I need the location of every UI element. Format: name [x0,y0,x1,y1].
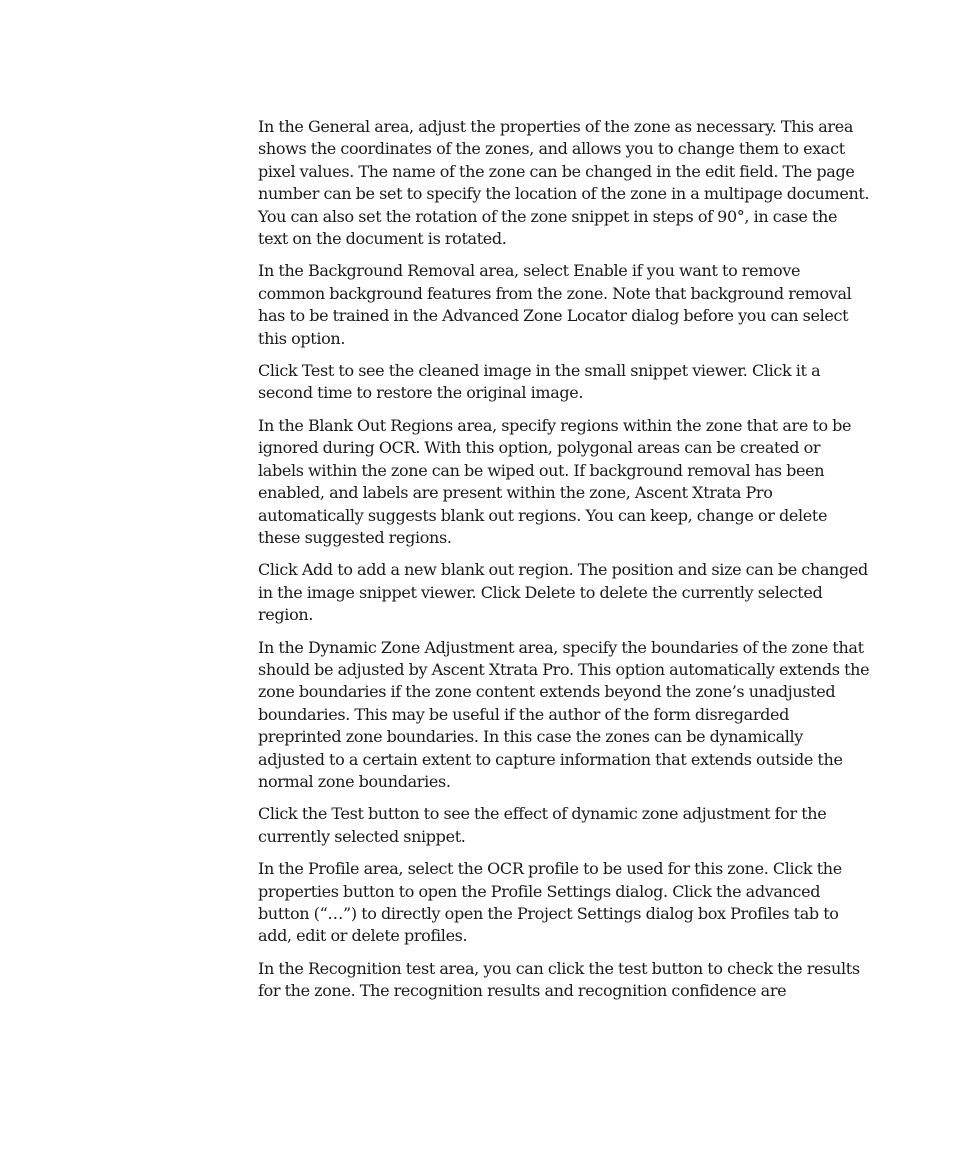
paragraph-click-test: Click Test to see the cleaned image in the small snippet viewer. Click it a second time to restore the original image. [258,361,821,403]
paragraph-general-area: In the General area, adjust the properties of the zone as necessary. This area shows the coordinates of the zones, and allows you to change them to exact pixel values. The name of the zone can be changed in the edit field. The page number can be set to specify the location of the zone in a multipage document. You can also set the rotation of the zone snippet in steps of 90°, in case the text on the document is rotated. [258,117,870,249]
paragraph-blank-out-regions: In the Blank Out Regions area, specify regions within the zone that are to be ignored during OCR. With this option, polygonal areas can be created or labels within the zone can be wiped out. If background removal has been enabled, and labels are present within the zone, Ascent Xtrata Pro automatically suggests blank out regions. You can keep, change or delete these suggested regions. [258,415,852,547]
paragraph-background-removal: In the Background Removal area, select Enable if you want to remove common background features from the zone. Note that background removal has to be trained in the Advanced Zone Locator dialog before you can select this option. [258,261,852,348]
paragraph-profile-area: In the Profile area, select the OCR profile to be used for this zone. Click the properties button to open the Profile Settings dialog. Click the advanced button (“…”) to directly open the Project Settings dialog box Profiles tab to add, edit or delete profiles. [258,859,842,946]
paragraph-click-add: Click Add to add a new blank out region. The position and size can be changed in the image snippet viewer. Click Delete to delete the currently selected region. [258,560,868,625]
paragraph-dynamic-zone-adjustment: In the Dynamic Zone Adjustment area, specify the boundaries of the zone that should be adjusted by Ascent Xtrata Pro. This option automatically extends the zone boundaries if the zone content extends beyond the zone’s unadjusted boundaries. This may be useful if the author of the form disregarded preprinted zone boundaries. In this case the zones can be dynamically adjusted to a certain extent to capture information that extends outside the normal zone boundaries. [258,637,870,791]
body-text [258,116,870,1013]
paragraph-test-button: Click the Test button to see the effect of dynamic zone adjustment for the currently selected snippet. [258,804,827,846]
paragraph-recognition-test: In the Recognition test area, you can click the test button to check the results for the zone. The recognition results and recognition confidence are [258,958,860,1001]
